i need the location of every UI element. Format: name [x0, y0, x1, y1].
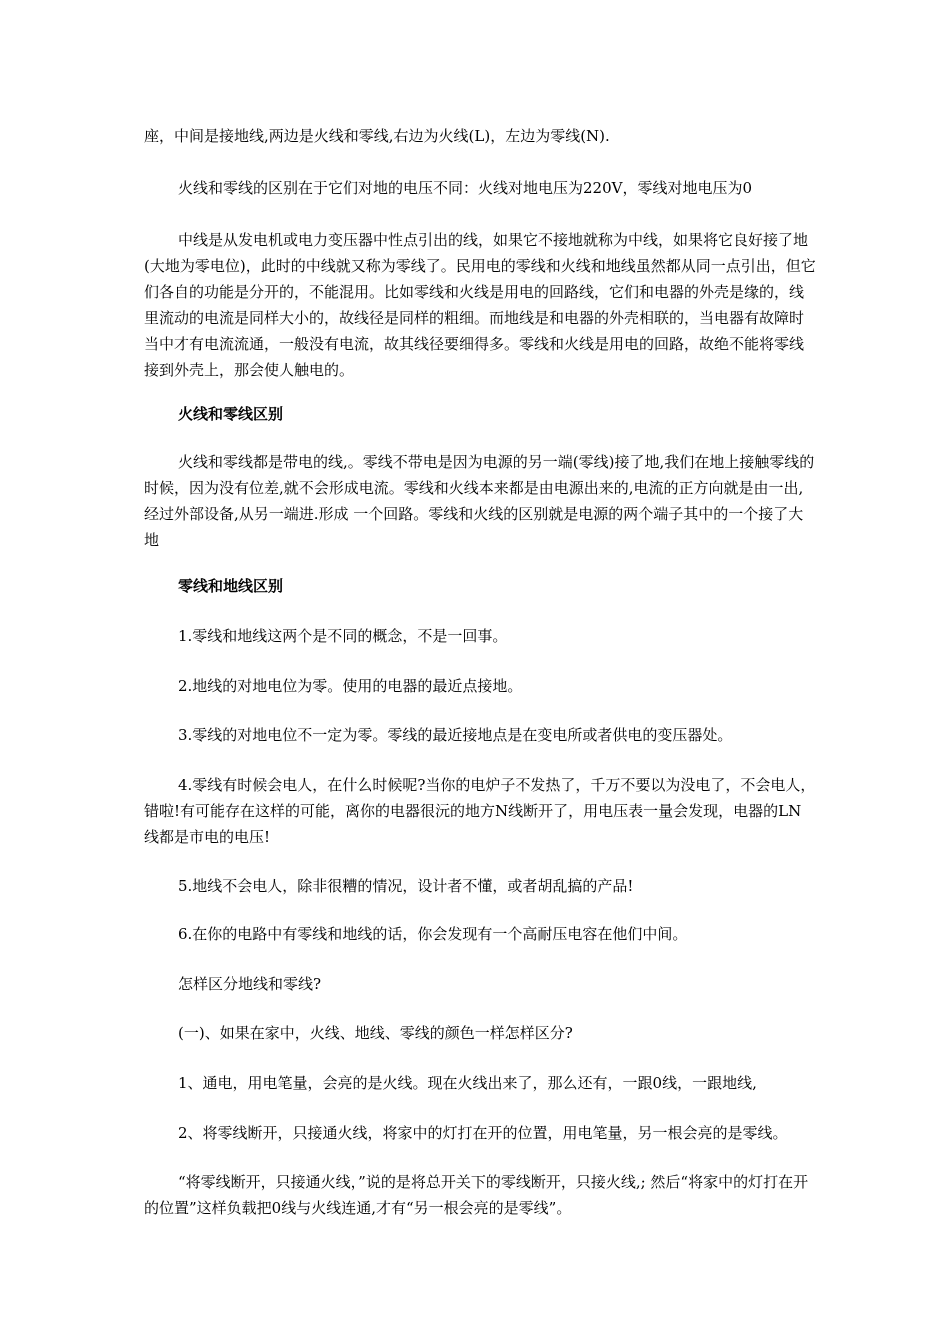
list-item-6: 6.在你的电路中有零线和地线的话，你会发现有一个高耐压电容在他们中间。 [178, 925, 688, 943]
paragraph-method-intro: (一)、如果在家中，火线、地线、零线的颜色一样怎样区分? [178, 1024, 573, 1042]
list-item-2: 2.地线的对地电位为零。使用的电器的最近点接地。 [178, 677, 523, 695]
paragraph-live-neutral: 火线和零线都是带电的线,。零线不带电是因为电源的另一端(零线)接了地,我们在地上接触零线的时候，因为没有位差,就不会形成电流。零线和火线本来都是由电源出来的,电流的正方向就是由一出,经过外部设备,从另一端进.形成 一个回路。零线和火线的区别就是电源的两个端子其中的一个接了大地 [144, 453, 815, 549]
paragraph-explanation: “将零线断开，只接通火线，”说的是将总开关下的零线断开，只接火线,; 然后“将家中的灯打在开的位置”这样负载把0线与火线连通,才有“另一根会亮的是零线”。 [144, 1173, 809, 1217]
paragraph-socket-wiring: 座，中间是接地线,两边是火线和零线,右边为火线(L)，左边为零线(N). [144, 127, 610, 145]
paragraph-question: 怎样区分地线和零线? [178, 975, 322, 993]
paragraph-step-1: 1、通电，用电笔量，会亮的是火线。现在火线出来了，那么还有，一跟0线，一跟地线, [178, 1074, 757, 1092]
paragraph-voltage-difference: 火线和零线的区别在于它们对地的电压不同：火线对地电压为220V，零线对地电压为0 [178, 179, 753, 197]
paragraph-step-2: 2、将零线断开，只接通火线，将家中的灯打在开的位置，用电笔量，另一根会亮的是零线。 [178, 1124, 788, 1142]
paragraph-neutral-line: 中线是从发电机或电力变压器中性点引出的线，如果它不接地就称为中线，如果将它良好接了地(大地为零电位)，此时的中线就又称为零线了。民用电的零线和火线和地线虽然都从同一点引出，但它们各自的功能是分开的，不能混用。比如零线和火线是用电的回路线，它们和电器的外壳是缘的，线里流动的电流是同样大小的，故线径是同样的粗细。而地线是和电器的外壳相联的，当电器有故障时当中才有电流流通，一般没有电流，故其线径要细得多。零线和火线是用电的回路，故绝不能将零线接到外壳上，那会使人触电的。 [144, 231, 816, 379]
heading-neutral-ground-difference: 零线和地线区别 [178, 577, 284, 595]
list-item-1: 1.零线和地线这两个是不同的概念，不是一回事。 [178, 627, 508, 645]
list-item-3: 3.零线的对地电位不一定为零。零线的最近接地点是在变电所或者供电的变压器处。 [178, 726, 733, 744]
list-item-5: 5.地线不会电人，除非很糟的情况，设计者不懂，或者胡乱搞的产品! [178, 877, 634, 895]
list-item-4: 4.零线有时候会电人，在什么时候呢?当你的电炉子不发热了，千万不要以为没电了，不会电人，错啦!有可能存在这样的可能，离你的电器很沅的地方N线断开了，用电压表一量会发现，电器的LN线都是市电的电压! [144, 776, 816, 846]
heading-live-neutral-difference: 火线和零线区别 [178, 405, 284, 423]
